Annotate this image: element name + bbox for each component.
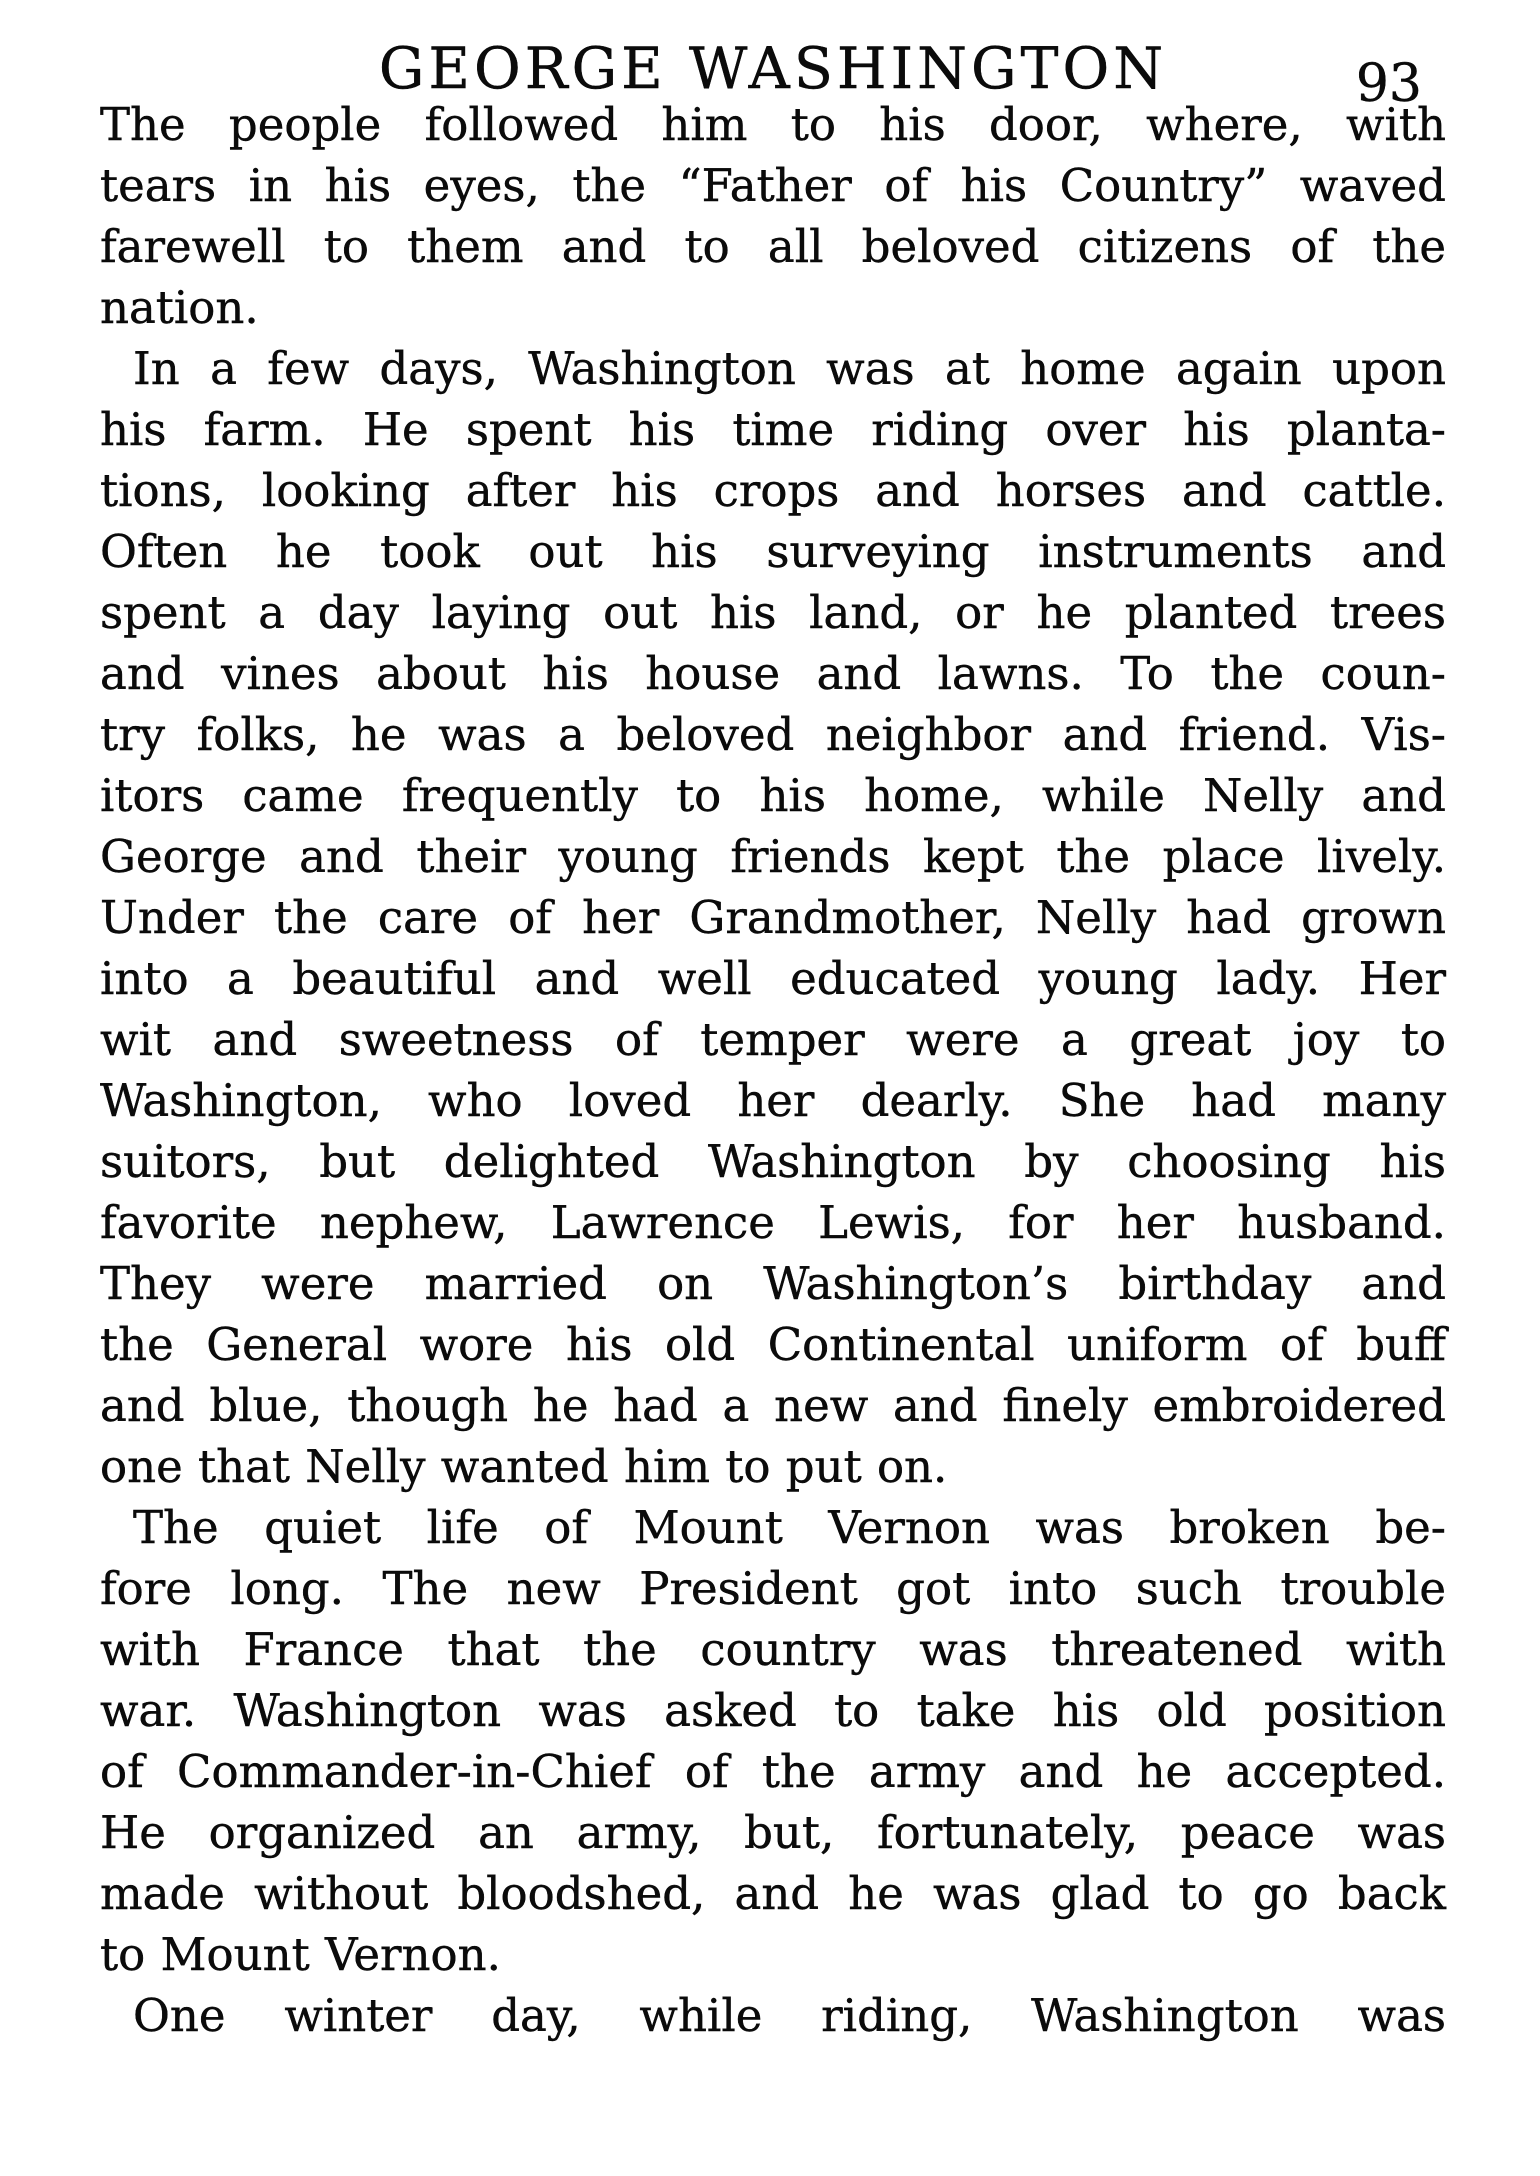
page-number: 93 [1355, 54, 1422, 114]
paragraph [100, 338, 1446, 1497]
text-line: war. Washington was asked to take his old position [100, 1684, 1446, 1737]
text-line: The people followed him to his door, where, with [100, 98, 1446, 151]
text-line: He organized an army, but, fortunately, peace was [100, 1806, 1446, 1859]
text-line: of Commander-in-Chief of the army and he accepted. [100, 1745, 1446, 1798]
text-line: try folks, he was a beloved neighbor and friend. Vis- [100, 708, 1446, 761]
text-line: They were married on Washington’s birthday and [100, 1257, 1446, 1310]
page-title: GEORGE WASHINGTON [378, 36, 1168, 102]
paragraph [100, 1985, 1446, 2046]
text-line: nation. [100, 281, 259, 334]
text-line: made without bloodshed, and he was glad to go back [100, 1867, 1446, 1920]
text-line: favorite nephew, Lawrence Lewis, for her husband. [100, 1196, 1446, 1249]
text-block [100, 94, 1446, 2046]
text-line: Often he took out his surveying instruments and [100, 525, 1446, 578]
text-line: suitors, but delighted Washington by choosing his [100, 1135, 1446, 1188]
text-line: and blue, though he had a new and finely embroidered [100, 1379, 1446, 1432]
text-line: tears in his eyes, the “Father of his Country” waved [100, 159, 1446, 212]
text-line: to Mount Vernon. [100, 1928, 501, 1981]
text-line: George and their young friends kept the place lively. [100, 830, 1446, 883]
text-line: the General wore his old Continental uniform of buff [100, 1318, 1446, 1371]
text-line: and vines about his house and lawns. To the coun- [100, 647, 1446, 700]
text-line: with France that the country was threatened with [100, 1623, 1446, 1676]
text-line: Under the care of her Grandmother, Nelly had grown [100, 891, 1446, 944]
text-line: into a beautiful and well educated young lady. Her [100, 952, 1446, 1005]
paragraph [100, 1497, 1446, 1985]
text-line: his farm. He spent his time riding over his planta- [100, 403, 1446, 456]
text-line: farewell to them and to all beloved citizens of the [100, 220, 1446, 273]
text-line: Washington, who loved her dearly. She had many [100, 1074, 1446, 1127]
text-line: One winter day, while riding, Washington was [133, 1989, 1446, 2042]
text-line: spent a day laying out his land, or he planted trees [100, 586, 1446, 639]
text-line: In a few days, Washington was at home again upon [133, 342, 1446, 395]
paragraph [100, 94, 1446, 338]
text-line: itors came frequently to his home, while Nelly and [100, 769, 1446, 822]
text-line: The quiet life of Mount Vernon was broken be- [133, 1501, 1446, 1554]
text-line: fore long. The new President got into such trouble [100, 1562, 1446, 1615]
text-line: wit and sweetness of temper were a great joy to [100, 1013, 1446, 1066]
text-line: one that Nelly wanted him to put on. [100, 1440, 948, 1493]
text-line: tions, looking after his crops and horses and cattle. [100, 464, 1446, 517]
